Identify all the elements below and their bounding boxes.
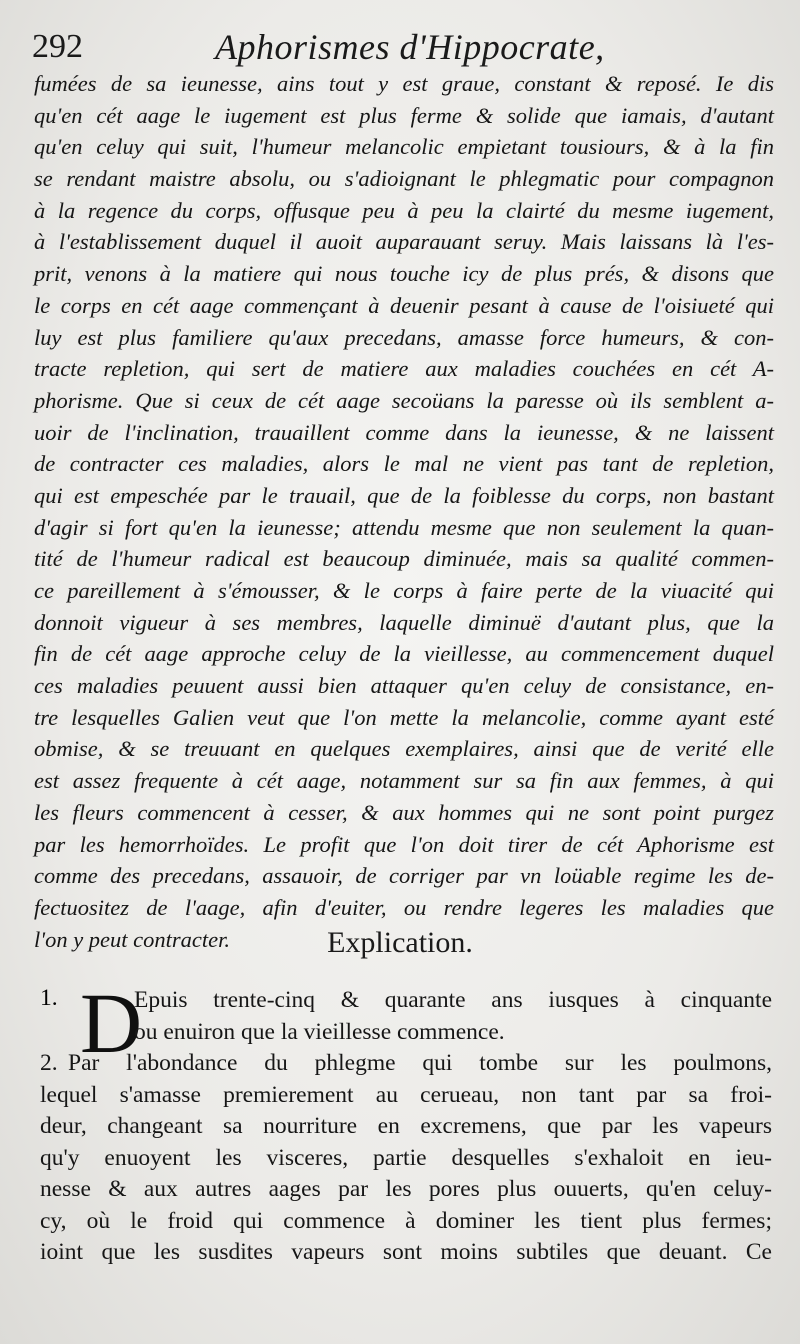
text-line: cy, où le froid qui commence à dominer les tient plus fermes; — [40, 1207, 772, 1234]
text-line: tre lesquelles Galien veut que l'on mette la melancolie, comme ayant esté — [34, 704, 774, 730]
page-header — [30, 20, 790, 70]
text-line: uoir de l'inclination, trauaillent comme dans la ieunesse, & ne laissent — [34, 419, 774, 445]
text-line: luy est plus familiere qu'aux precedans, amasse force humeurs, & con- — [34, 324, 774, 350]
text-line: ioint que les susdites vapeurs sont moins subtiles que deuant. Ce — [40, 1239, 772, 1265]
section-heading: Explication. — [327, 926, 473, 959]
text-line: comme des precedans, assauoir, de corriger par vn loüable regime les de- — [34, 863, 774, 889]
text-line: ou enuiron que la vieillesse commence. — [134, 1018, 505, 1045]
text-line: tité de l'humeur radical est beaucoup diminuée, mais sa qualité commen- — [34, 546, 774, 572]
text-line: obmise, & se treuuant en quelques exemplaires, ainsi que de verité elle — [34, 736, 774, 762]
text-line: deur, changeant sa nourriture en excremens, que par les vapeurs — [40, 1113, 772, 1139]
text-line: à l'establissement duquel il auoit auparauant seruy. Mais laissans là l'es- — [34, 229, 774, 255]
text-line: donnoit vigueur à ses membres, laquelle diminuë d'autant plus, que la — [34, 609, 774, 635]
text-line: nesse & aux autres aages par les pores plus ouuerts, qu'en celuy- — [40, 1176, 772, 1202]
text-line: se rendant maistre absolu, ou s'adioignant le phlegmatic pour compagnon — [34, 166, 774, 192]
item-number: 2. — [40, 1050, 58, 1076]
text-line: fumées de sa ieunesse, ains tout y est graue, constant & reposé. Ie dis — [34, 71, 774, 96]
text-line: qu'en cét aage le iugement est plus ferme & solide que iamais, d'autant — [34, 102, 774, 128]
text-line: fin de cét aage approche celuy de la vieillesse, au commencement duquel — [34, 641, 774, 667]
text-line: l'on y peut contracter. — [34, 926, 231, 952]
text-line: tracte repletion, qui sert de matiere aux maladies couchées en cét A- — [34, 356, 774, 382]
explication-item-2 — [40, 1048, 772, 1269]
text-line: d'agir si fort qu'en la ieunesse; attendu mesme que non seulement la quan- — [34, 514, 774, 540]
running-title: Aphorismes d'Hippocrate, — [215, 27, 605, 67]
text-line: est assez frequente à cét aage, notamment sur sa fin aux femmes, à qui — [34, 768, 774, 794]
text-line: qu'en celuy qui suit, l'humeur melancolic empietant tousiours, & à la fin — [34, 134, 774, 160]
text-line: Epuis trente-cinq & quarante ans iusques à cinquante — [134, 987, 772, 1013]
text-line: ce pareillement à s'émousser, & le corps à faire perte de la viuacité qui — [34, 578, 774, 603]
text-line: qui est empeschée par le trauail, que de la foiblesse du corps, non bastant — [34, 482, 774, 508]
text-line: qu'y enuoyent les visceres, partie desquelles s'exhaloit en ieu- — [40, 1144, 772, 1171]
text-line: phorisme. Que si ceux de cét aage secoüans la paresse où ils semblent a- — [34, 387, 774, 413]
text-line: ces maladies peuuent aussi bien attaquer qu'en celuy de consistance, en- — [34, 673, 774, 699]
text-line — [40, 1048, 772, 1080]
text-line: le corps en cét aage commençant à deuenir pesant à cause de l'oisiueté qui — [34, 292, 774, 318]
drop-cap: D — [80, 975, 143, 1071]
aphorism-commentary — [34, 68, 774, 955]
text-line: fectuositez de l'aage, afin d'euiter, ou rendre legeres les maladies que — [34, 894, 774, 920]
text-line: de contracter ces maladies, alors le mal ne vient pas tant de repletion, — [34, 451, 774, 477]
text-line: à la regence du corps, offusque peu à peu la clairté du mesme iugement, — [34, 197, 774, 223]
text-line: lequel s'amasse premierement au cerueau, non tant par sa froi- — [40, 1081, 772, 1108]
text-fragment: Par l'abondance du phlegme qui tombe sur les poulmons, — [68, 1050, 772, 1076]
item-number: 1. — [40, 985, 58, 1011]
explication-item-1 — [134, 985, 772, 1048]
text-line: les fleurs commencent à cesser, & aux hommes qui ne sont point purgez — [34, 799, 774, 825]
text-line: prit, venons à la matiere qui nous touche icy de plus prés, & disons que — [34, 261, 774, 287]
page-number: 292 — [32, 28, 83, 65]
text-line: par les hemorrhoïdes. Le profit que l'on doit tirer de cét Aphorisme est — [34, 831, 774, 857]
